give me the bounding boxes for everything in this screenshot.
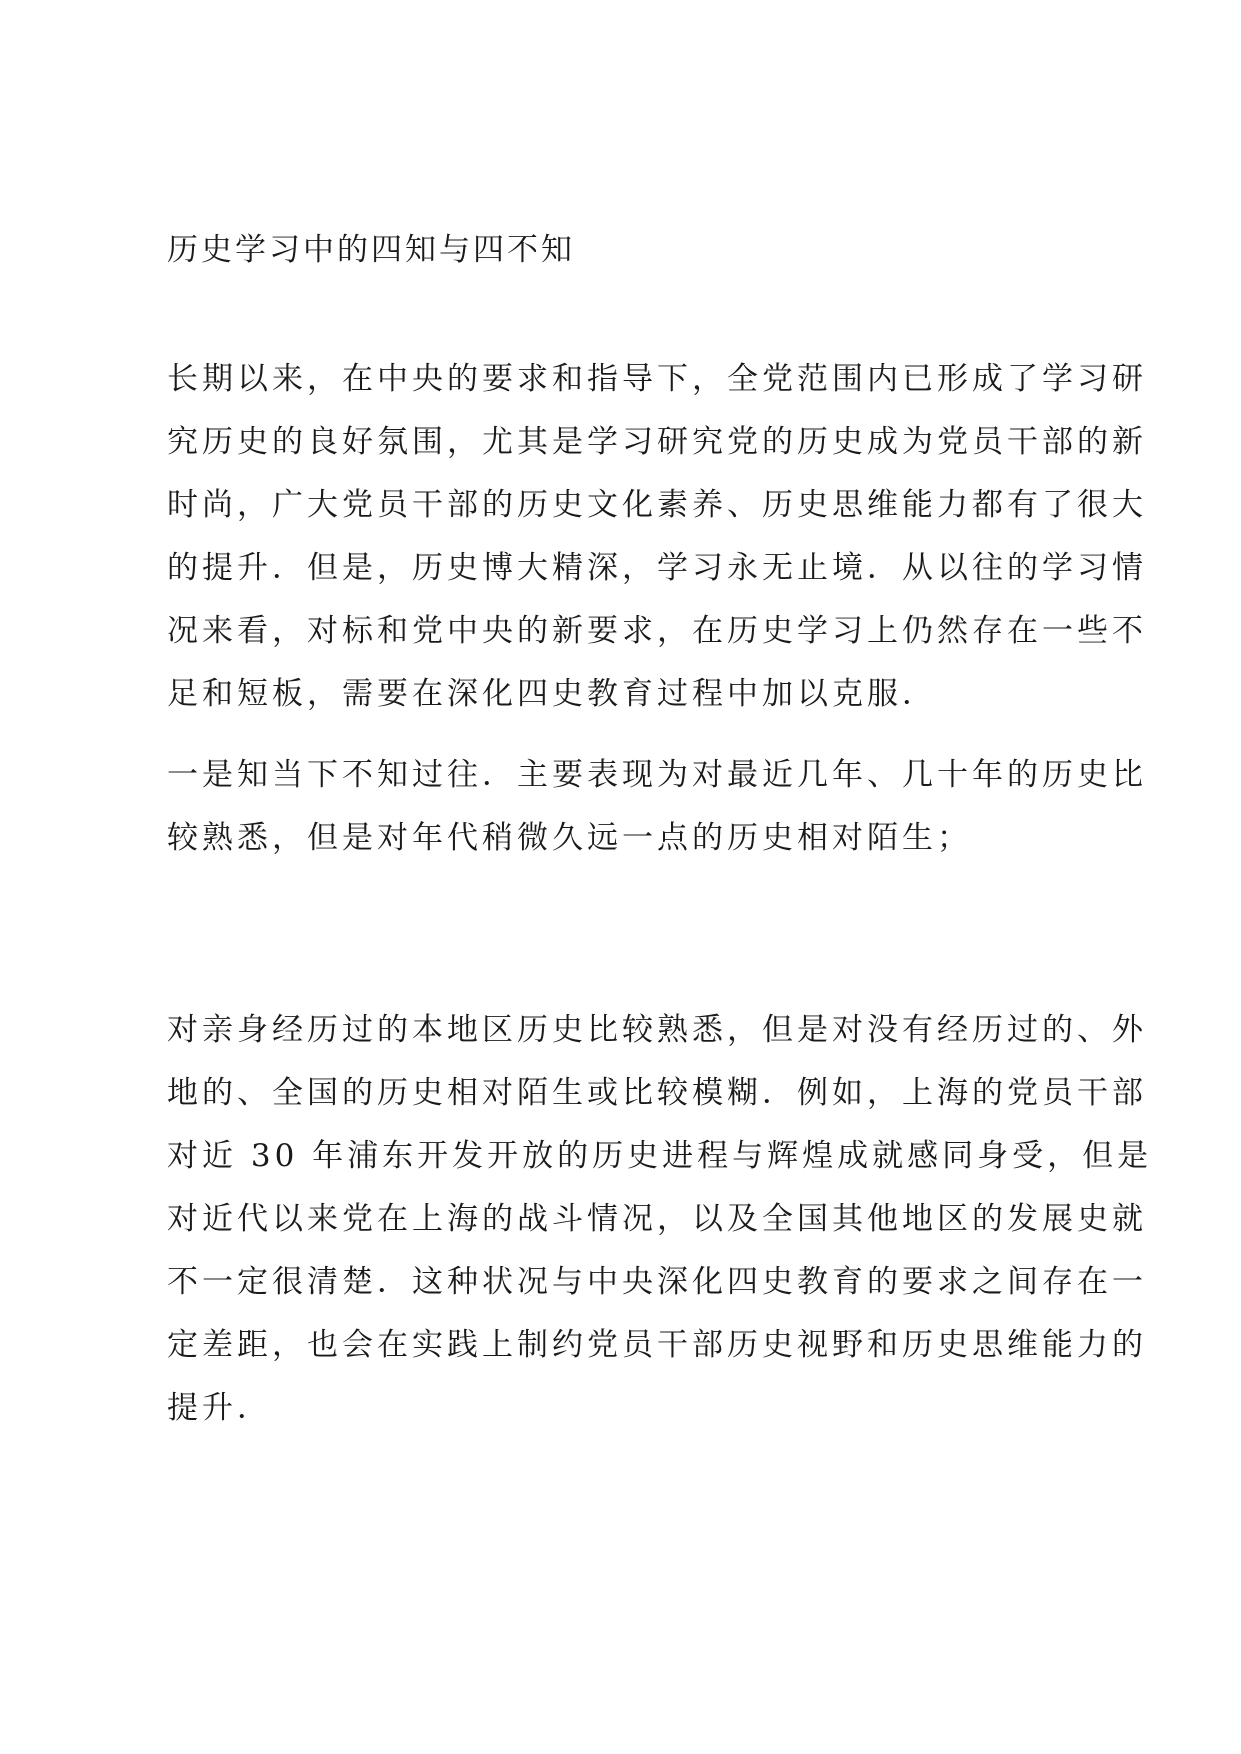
paragraph-point-one-detail [167, 999, 1153, 1440]
paragraph-point-one [167, 744, 1147, 870]
paragraph-line: 对亲身经历过的本地区历史比较熟悉，但是对没有经历过的、外 [167, 1012, 1147, 1048]
paragraph-line: 较熟悉，但是对年代稍微久远一点的历史相对陌生； [167, 820, 972, 856]
title-text: 历史学习中的四知与四不知 [167, 232, 575, 268]
document-title [167, 219, 1097, 282]
paragraph-line: 的提升．但是，历史博大精深，学习永无止境．从以往的学习情 [167, 550, 1147, 586]
paragraph-line: 定差距，也会在实践上制约党员干部历史视野和历史思维能力的 [167, 1327, 1147, 1363]
paragraph-line: 提升． [167, 1390, 272, 1426]
paragraph-line: 对近 30 年浦东开发开放的历史进程与辉煌成就感同身受，但是 [167, 1138, 1153, 1174]
paragraph-line: 一是知当下不知过往．主要表现为对最近几年、几十年的历史比 [167, 757, 1147, 793]
paragraph-line: 况来看，对标和党中央的新要求，在历史学习上仍然存在一些不 [167, 613, 1147, 649]
paragraph-line: 对近代以来党在上海的战斗情况，以及全国其他地区的发展史就 [167, 1201, 1147, 1237]
paragraph-line: 时尚，广大党员干部的历史文化素养、历史思维能力都有了很大 [167, 487, 1147, 523]
paragraph-line: 究历史的良好氛围，尤其是学习研究党的历史成为党员干部的新 [167, 424, 1147, 460]
paragraph-line: 不一定很清楚．这种状况与中央深化四史教育的要求之间存在一 [167, 1264, 1147, 1300]
paragraph-intro [167, 348, 1147, 726]
paragraph-line: 足和短板，需要在深化四史教育过程中加以克服． [167, 676, 937, 712]
paragraph-line: 地的、全国的历史相对陌生或比较模糊．例如，上海的党员干部 [167, 1075, 1147, 1111]
paragraph-line: 长期以来，在中央的要求和指导下，全党范围内已形成了学习研 [167, 361, 1147, 397]
